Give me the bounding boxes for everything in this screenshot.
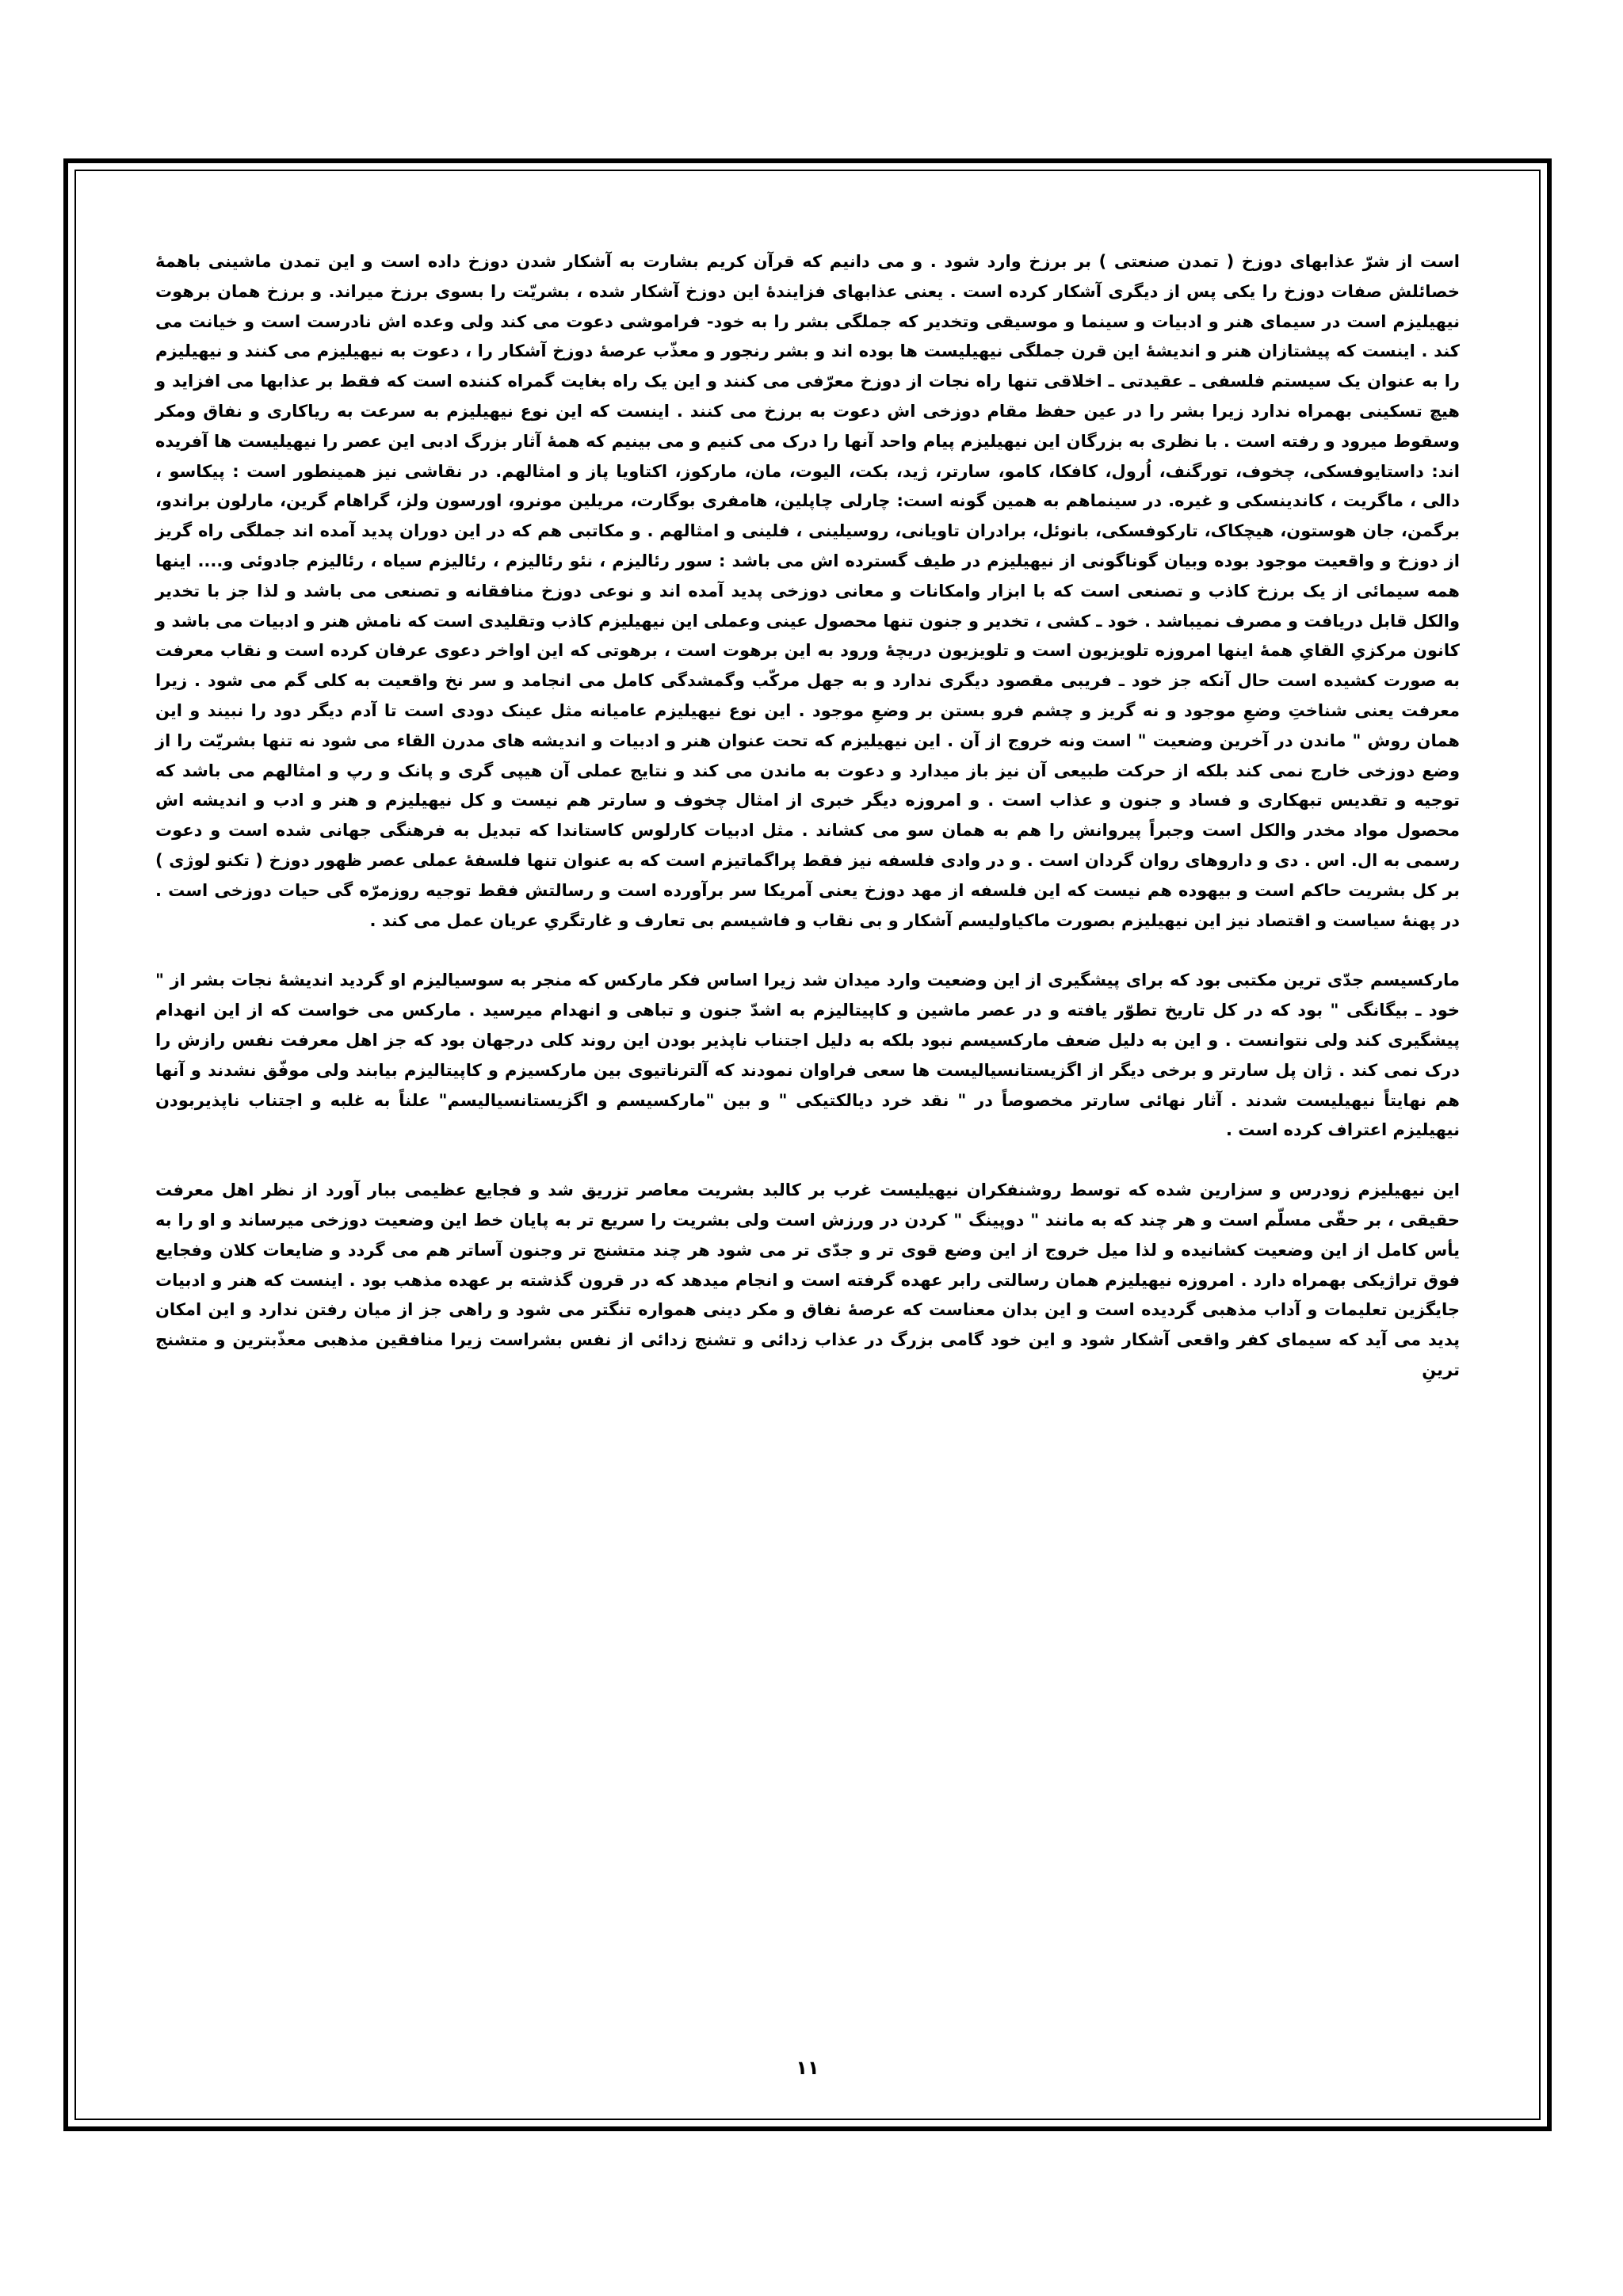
page-border xyxy=(63,158,1552,2131)
page-body xyxy=(155,247,1460,1386)
paragraph-3: این نیهیلیزم زودرس و سزارین شده که توسط روشنفکران نیهیلیست غرب بر کالبد بشریت معاصر تزریق شد و فجایع عظیمی ببار آورد از نظر اهل معرفت حقیقی ، بر حقّی مسلّم است و هر چند که به مانند " دوپینگ " کردن در ورزش است ولی بشریت را سریع تر به پایان خط این وضعیت دوزخی میرساند و او را به یأس کامل از این وضعیت کشانیده و لذا میل خروج از این وضع قوی تر و جدّی تر می شود هر چند متشنج تر وجنون آساتر هم می گردد و ضایعات کلان وفجایع فوق تراژیکی بهمراه دارد . امروزه نیهیلیزم همان رسالتی رابر عهده گرفته است و انجام میدهد که در قرون گذشته بر عهده مذهب بود . اینست که هنر و ادبیات جایگزین تعلیمات و آداب مذهبی گردیده است و این بدان معناست که عرصهٔ نفاق و مکر دینی همواره تنگتر می شود و راهی جز از میان رفتن ندارد و این امکان پدید می آید که سیمای کفر واقعی آشکار شود و این خود گامی بزرگ در عذاب زدائی و تشنج زدائی از نفس بشراست زیرا منافقین مذهبی معذّبترین و متشنج ترینِ xyxy=(155,1180,1460,1379)
paragraph-1: است از شرّ عذابهای دوزخ ( تمدن صنعتی ) بر برزخ وارد شود . و می دانیم که قرآن کریم بشارت به آشکار شدن دوزخ داده است و این تمدن ماشینی باهمهٔ خصائلش صفات دوزخ را یکی پس از دیگری آشکار کرده است . یعنی عذابهای فزایندهٔ این دوزخ آشکار شده ، بشریّت را بسوی برزخ میراند. و برزخ همان برهوت نیهیلیزم است در سیمای هنر و ادبیات و سینما و موسیقی وتخدیر که جملگی بشر را به خود- فراموشی دعوت می کند ولی وعده اش نادرست است و خیانت می کند . اینست که پیشتازان هنر و اندیشهٔ این قرن جملگی نیهیلیست ها بوده اند و بشر رنجور و معذّب عرصهٔ دوزخ آشکار را ، دعوت به نیهیلیزم می کنند و نیهیلیزم را به عنوان یک سیستم فلسفی ـ عقیدتی ـ اخلاقی تنها راه نجات از دوزخ معرّفی می کنند و این یک راه بغایت گمراه کننده است که فقط بر عذابها می افزاید و هیچ تسکینی بهمراه ندارد زیرا بشر را در عین حفظ مقام دوزخی اش دعوت به برزخ می کنند . اینست که این نوع نیهیلیزم به سرعت به ریاکاری و نفاق ومکر وسقوط میرود و رفته است . با نظری به بزرگان این نیهیلیزم پیام واحد آنها را درک می کنیم و می بینیم که همهٔ آثار بزرگ ادبی این عصر را نیهیلیست ها آفریده اند: داستایوفسکی، چخوف، تورگنف، اُرول، کافکا، کامو، سارتر، ژید، بکت، الیوت، مان، مارکوز، اکتاویا پاز و امثالهم. در نقاشی نیز همینطور است : پیکاسو ، دالی ، ماگریت ، کاندینسکی و غیره. در سینماهم به همین گونه است: چارلی چاپلین، هامفری بوگارت، مریلین مونرو، اورسون ولز، گراهام گرین، مارلون براندو، برگمن، جان هوستون، هیچکاک، تارکوفسکی، بانوئل، برادران تاویانی، روسیلینی ، فلینی و امثالهم . و مکاتبی هم که در این دوران پدید آمده اند جملگی راه گریز از دوزخ و واقعیت موجود بوده وبیان گوناگونی از نیهیلیزم در طیف گسترده اش می باشد : سور رئالیزم ، نئو رئالیزم ، رئالیزم سیاه ، رئالیزم جادوئی و.... اینها همه سیمائی از یک برزخ کاذب و تصنعی است که با ابزار وامکانات و معانی دوزخی پدید آمده اند و نوعی دوزخ منافقانه و تصنعی می باشد و لذا جز با تخدیر والکل قابل دریافت و مصرف نمیباشد . خود ـ کشی ، تخدیر و جنون تنها محصول عینی وعملی این نیهیلیزم کاذب وتقلیدی است که نامش هنر و ادبیات می باشد و کانون مرکزیِ القایِ همهٔ اینها امروزه تلویزیون است و تلویزیون دریچهٔ ورود به این برهوت است ، برهوتی که این اواخر دعوی عرفان کرده است و نقاب معرفت به صورت کشیده است حال آنکه جز خود ـ فریبی مقصود دیگری ندارد و به جهل مرکّب وگمشدگی کامل می انجامد و سر نخ واقعیت به کلی گم می شود . زیرا معرفت یعنی شناختِ وضعِ موجود و نه گریز و چشم فرو بستن بر وضعِ موجود . این نوع نیهیلیزم عامیانه مثل عینک دودی است تا آدم دیگر دود را نبیند و این همان روش " ماندن در آخرین وضعیت " است ونه خروج از آن . این نیهیلیزم که تحت عنوان هنر و ادبیات و اندیشه های مدرن القاء می شود نه تنها بشریّت را از وضع دوزخی خارج نمی کند بلکه از حرکت طبیعی آن نیز باز میدارد و دعوت به ماندن می کند و نتایج عملی آن هیپی گری و پانک و رپ و امثالهم می باشد که توجیه و تقدیس تبهکاری و فساد و جنون و عذاب است . و امروزه دیگر خبری از امثال چخوف و سارتر هم نیست و کل نیهیلیزم و هنر و ادب و اندیشه اش محصول مواد مخدر والکل است وجبراً پیروانش را هم به همان سو می کشاند . مثل ادبیات کارلوس کاستاندا که تبدیل به فرهنگی جهانی شده است و دعوت رسمی به ال. اس . دی و داروهای روان گردان است . و در وادی فلسفه نیز فقط پراگماتیزم است که به عنوان تنها فلسفهٔ عملی عصر ظهور دوزخ ( تکنو لوژی ) بر کل بشریت حاکم است و بیهوده هم نیست که این فلسفه از مهد دوزخ یعنی آمریکا سر برآورده است و رسالتش فقط توجیه روزمرّه گی حیات دوزخی است . در پهنهٔ سیاست و اقتصاد نیز این نیهیلیزم بصورت ماکیاولیسم آشکار و بی نقاب و فاشیسم بی تعارف و غارتگریِ عریان عمل می کند . xyxy=(155,252,1460,930)
page-number: ۱۱ xyxy=(796,2057,819,2079)
paragraph-2: مارکسیسم جدّی ترین مکتبی بود که برای پیشگیری از این وضعیت وارد میدان شد زیرا اساس فکر مارکس که منجر به سوسیالیزم او گردید اندیشهٔ نجات بشر از " خود ـ بیگانگی " بود که در کل تاریخ تطوّر یافته و در عصر ماشین و کاپیتالیزم به اشدّ جنون و تباهی و انهدام میرسید . مارکس می خواست که از این انهدام پیشگیری کند ولی نتوانست . و این به دلیل ضعف مارکسیسم نبود بلکه به دلیل اجتناب ناپذیر بودن این روند کلی درجهان بود که جز اهل معرفت نفس رازش را درک نمی کند . ژان پل سارتر و برخی دیگر از اگزیستانسیالیست ها سعی فراوان نمودند که آلترناتیوی بین مارکسیزم و کاپیتالیزم بیابند ولی موفّق نشدند و آنها هم نهایتاً نیهیلیست شدند . آثار نهائی سارتر مخصوصاً در " نقد خرد دیالکتیکی " و بین "مارکسیسم و اگزیستانسیالیسم" علناً به غلبه و اجتناب ناپذیربودن نیهیلیزم اعتراف کرده است . xyxy=(155,971,1460,1140)
